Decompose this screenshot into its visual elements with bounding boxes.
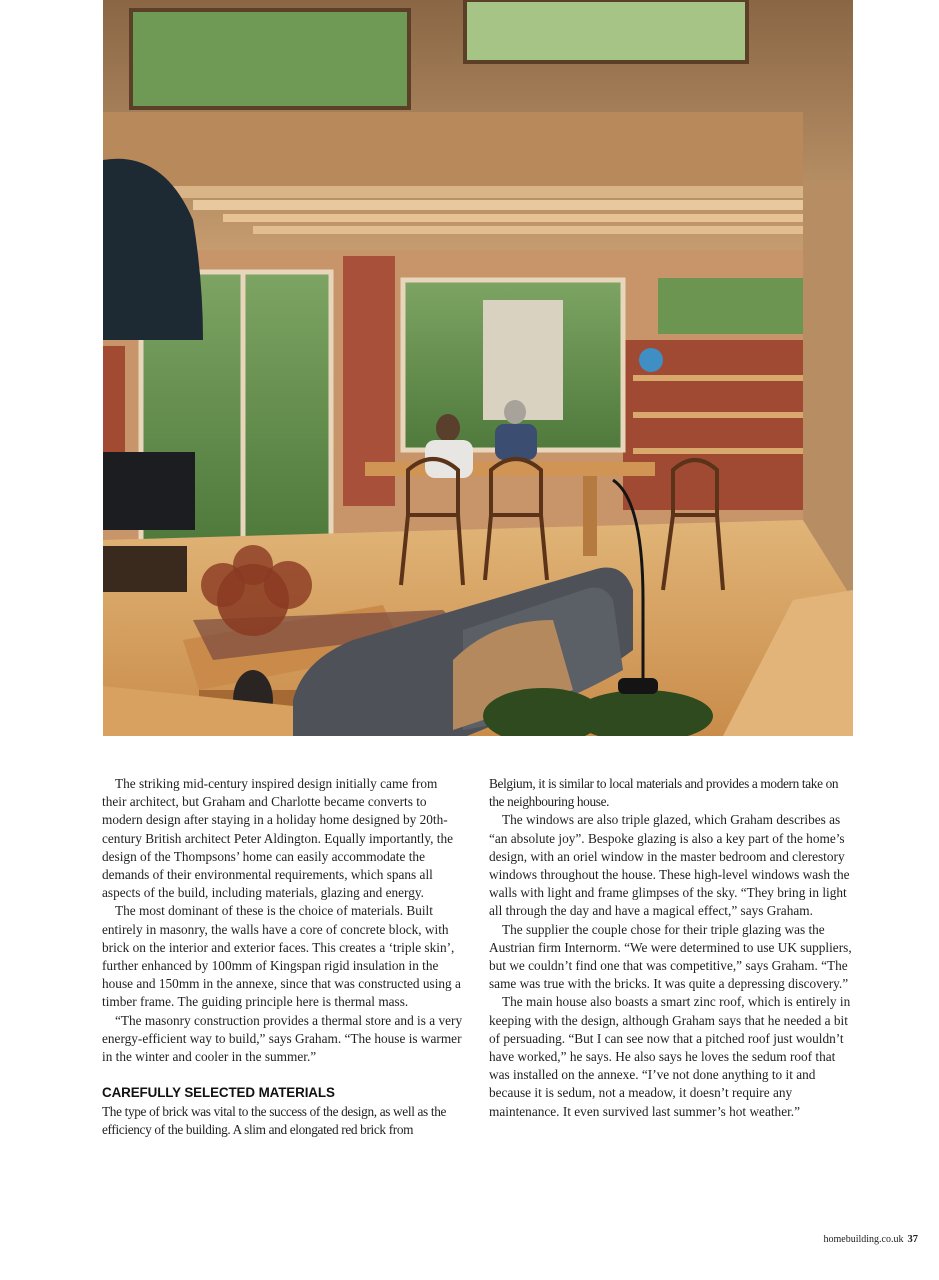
paragraph: Belgium, it is similar to local materials and provides a modern take on the neighbouring house. (489, 776, 839, 810)
paragraph: “The masonry construction provides a thermal store and is a very energy-efficient way to build,” says Graham. “The house is warmer in the winter and cooler in the summer.” (102, 1012, 463, 1065)
interior-photo (103, 0, 853, 736)
paragraph: The main house also boasts a smart zinc roof, which is entirely in keeping with the design, although Graham says that he needed a bit of persuading. “But I can see now that a pitched roof just wouldn’t have worked,” he says. He also says he loves the sedum roof that was installed on the annexe. “I’ve not done anything to it and because it is sedum, not a meadow, it doesn’t require any maintenance. It even survived last summer’s hot weather.” (489, 994, 851, 1119)
paragraph: The striking mid-century inspired design initially came from their architect, but Graham and Charlotte became converts to modern design after staying in a holiday home designed by 20th-century British architect Peter Aldington. Equally importantly, the design of the Thompsons’ home can easily accommodate the demands of their environmental requirements, which spans all aspects of the build, including materials, glazing and energy. (102, 776, 454, 901)
interior-photo-icon (103, 0, 853, 736)
article-column-left (102, 775, 464, 1140)
page-number: 37 (907, 1234, 918, 1245)
paragraph: The supplier the couple chose for their triple glazing was the Austrian firm Internorm. “We were determined to use UK suppliers, but we couldn’t find one that was competitive,” says Graham. “The same was true with the bricks. It was quite a depressing discovery.” (489, 921, 852, 992)
paragraph: The windows are also triple glazed, which Graham describes as “an absolute joy”. Bespoke glazing is also a key part of the home’s design, with an oriel window in the master bedroom and clerestory windows throughout the house. These high-level windows wash the walls with light and frame glimpses of the sky. “They bring in light all through the day and have a magical effect,” says Graham. (489, 812, 850, 919)
paragraph: The most dominant of these is the choice of materials. Built entirely in masonry, the walls have a core of concrete block, with brick on the interior and exterior faces. This creates a ‘triple skin’, further enhanced by 100mm of Kingspan rigid insulation in the house and 150mm in the annexe, since that was constructed using a timber frame. The guiding principle here is thermal mass. (102, 903, 461, 1010)
section-subheading: CAREFULLY SELECTED MATERIALS (102, 1085, 335, 1101)
site-url: homebuilding.co.uk (823, 1234, 904, 1245)
page-footer (824, 1234, 919, 1245)
article-column-right (489, 775, 855, 1121)
paragraph: The type of brick was vital to the success of the design, as well as the efficiency of the building. A slim and elongated red brick from (102, 1104, 447, 1138)
